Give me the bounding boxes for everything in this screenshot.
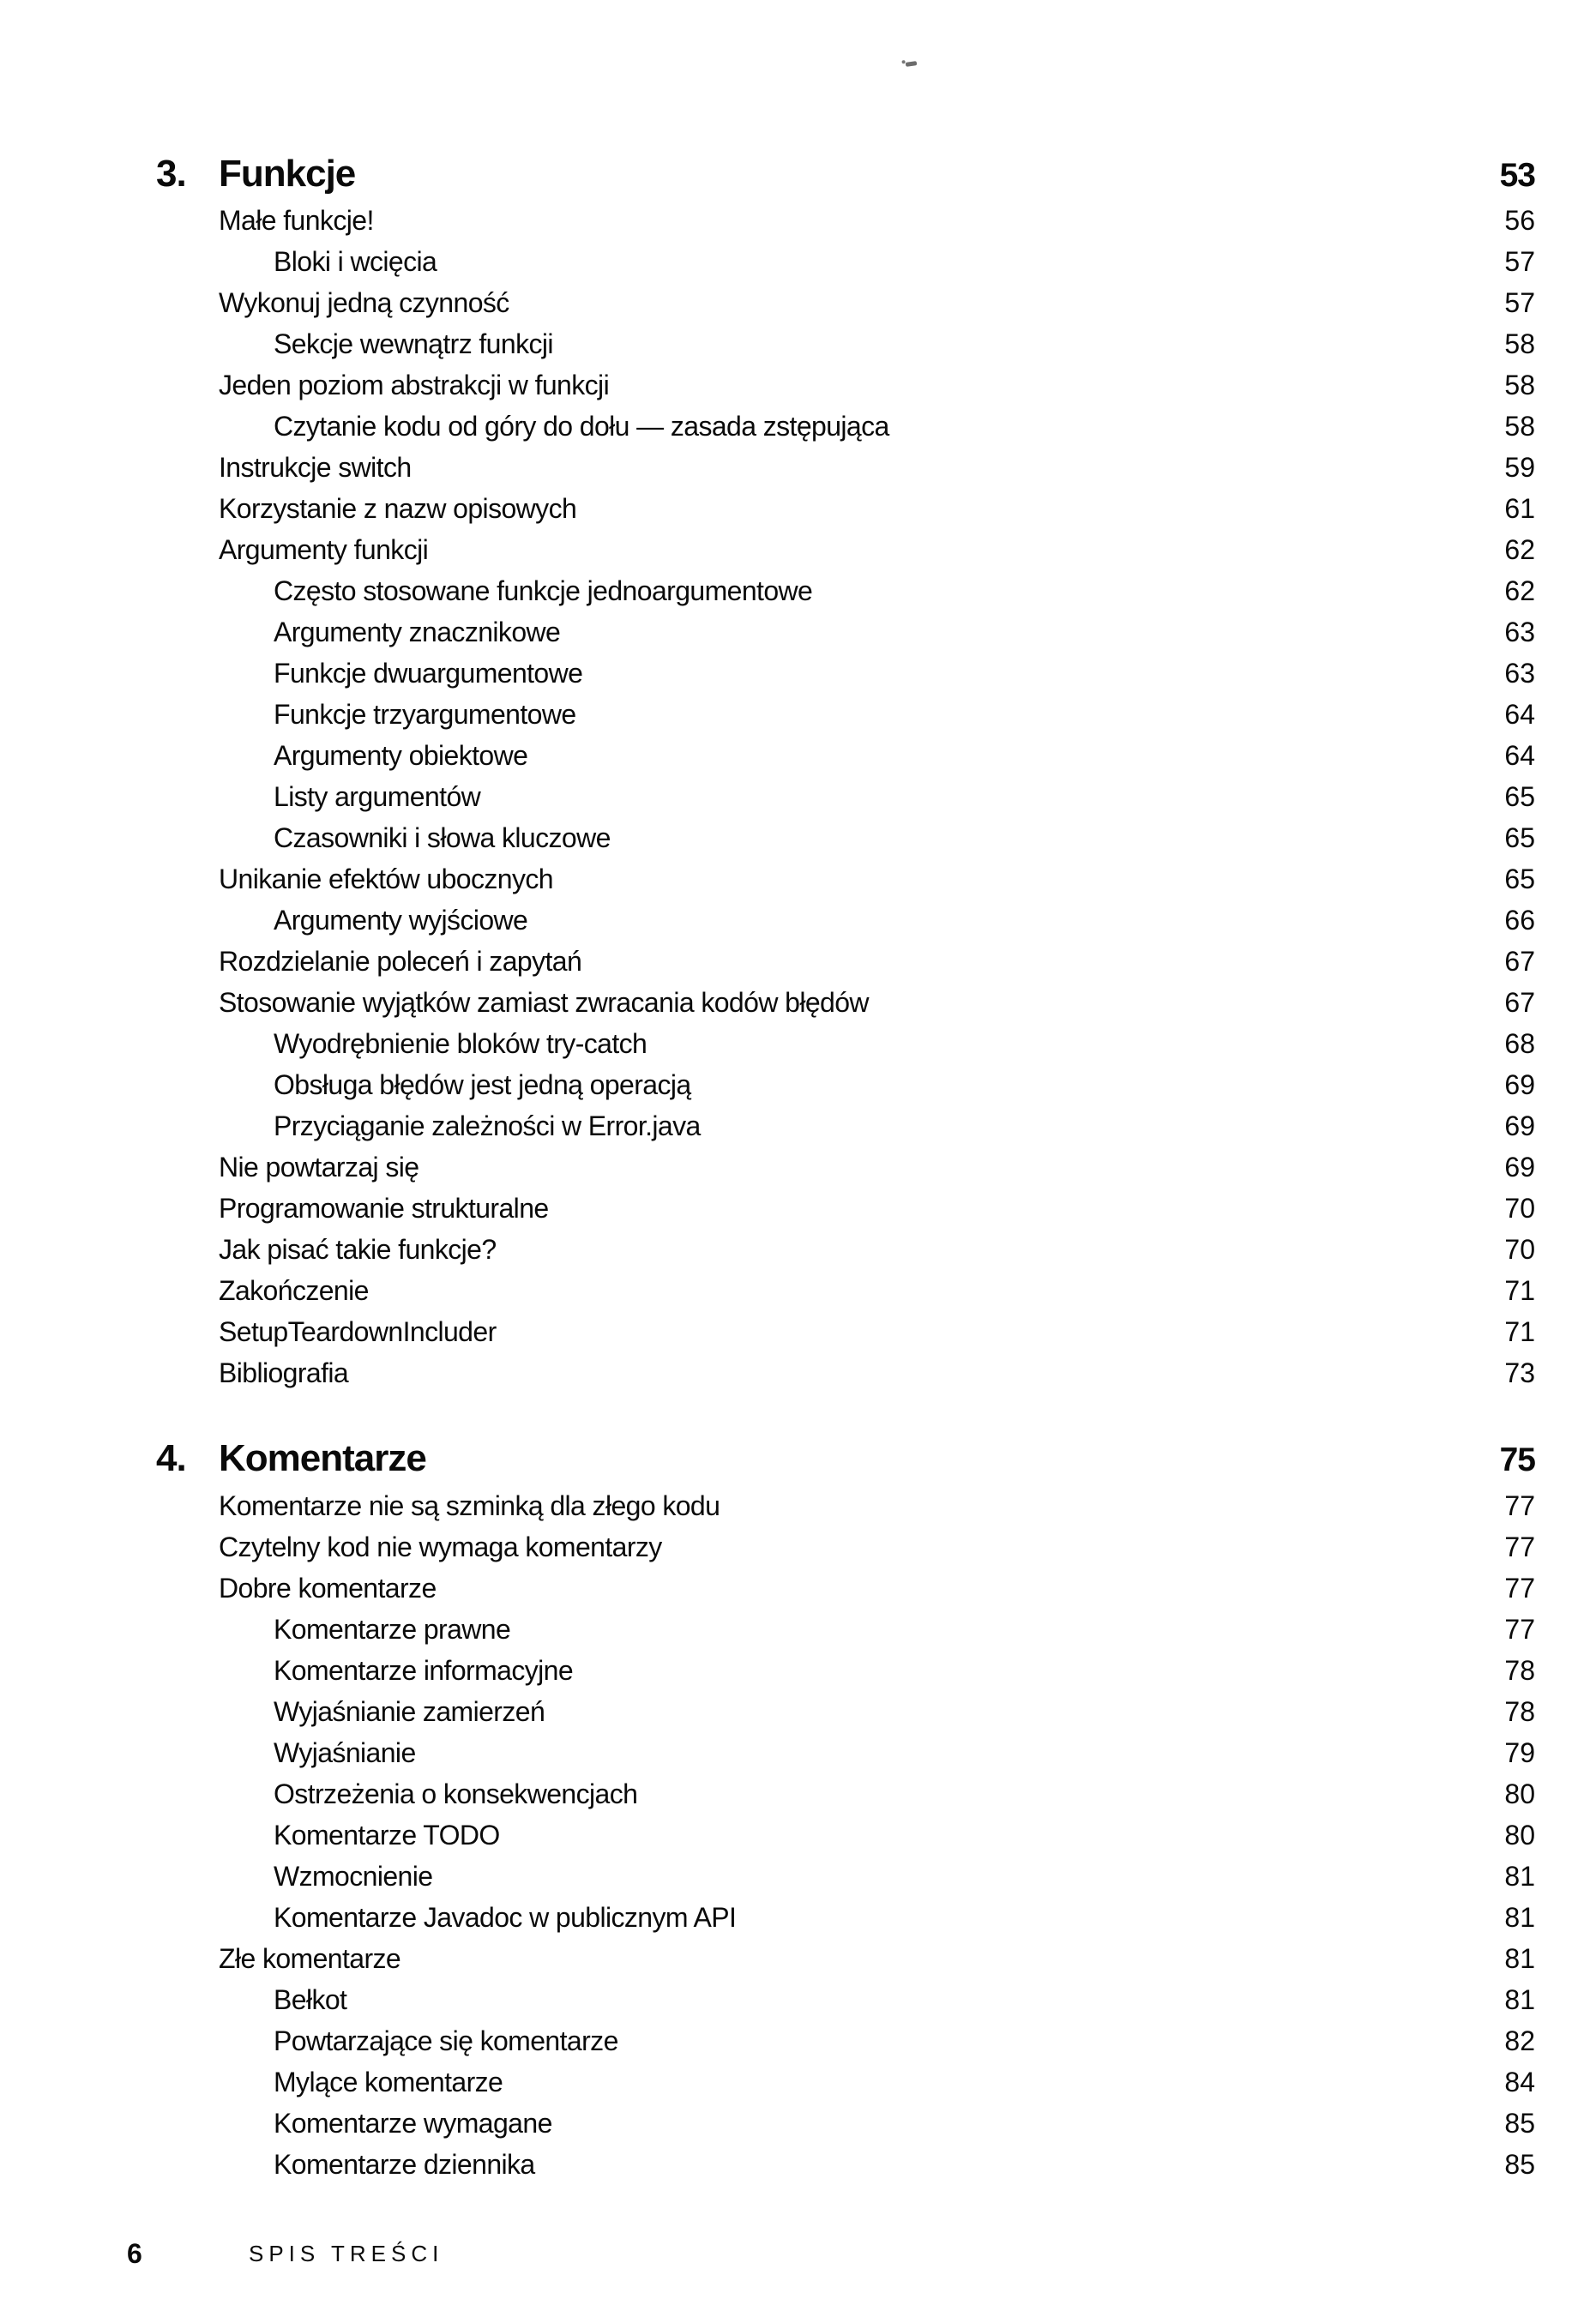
toc-entry-title: Jeden poziom abstrakcji w funkcji xyxy=(219,370,610,400)
toc-entry xyxy=(219,2020,1535,2061)
toc-entry-page-number: 71 xyxy=(1504,1275,1535,1306)
toc-entry-title: Argumenty funkcji xyxy=(219,534,429,565)
toc-entry xyxy=(219,1897,1535,1938)
toc-entry-title: SetupTeardownIncluder xyxy=(219,1316,497,1347)
toc-entry-page-number: 67 xyxy=(1504,987,1535,1018)
chapter-page-number: 53 xyxy=(1499,157,1535,194)
toc-entry-page-number: 81 xyxy=(1504,1984,1535,2015)
toc-entry xyxy=(219,1938,1535,1979)
toc-entry-title: Bibliografia xyxy=(219,1357,349,1388)
toc-entry-title: Małe funkcje! xyxy=(219,205,374,236)
toc-entry-page-number: 57 xyxy=(1504,287,1535,318)
toc-entry-page-number: 58 xyxy=(1504,411,1535,442)
toc-entry-page-number: 62 xyxy=(1504,575,1535,606)
toc-entry-title: Instrukcje switch xyxy=(219,452,412,483)
chapter-heading-4 xyxy=(156,1435,1535,1482)
toc-entry xyxy=(219,406,1535,447)
toc-entry-title: Komentarze informacyjne xyxy=(274,1655,574,1686)
toc-entry xyxy=(219,1979,1535,2020)
toc-entry-page-number: 81 xyxy=(1504,1861,1535,1892)
toc-entry-title: Komentarze dziennika xyxy=(274,2149,535,2180)
toc-entry-title: Wyodrębnienie bloków try-catch xyxy=(274,1028,647,1059)
chapter-page-number: 75 xyxy=(1499,1441,1535,1478)
toc-entry xyxy=(219,488,1535,529)
toc-entry-page-number: 82 xyxy=(1504,2025,1535,2056)
toc-entry-page-number: 70 xyxy=(1504,1234,1535,1265)
toc-entry-page-number: 77 xyxy=(1504,1614,1535,1645)
toc-entry-title: Sekcje wewnątrz funkcji xyxy=(274,328,553,359)
toc-entry-page-number: 61 xyxy=(1504,493,1535,524)
toc-entry-title: Dobre komentarze xyxy=(219,1573,437,1604)
toc-entry xyxy=(219,447,1535,488)
toc-entry-title: Bloki i wcięcia xyxy=(274,246,437,277)
toc-entry-title: Zakończenie xyxy=(219,1275,369,1306)
toc-entry-title: Ostrzeżenia o konsekwencjach xyxy=(274,1778,638,1809)
toc-entry xyxy=(219,2103,1535,2144)
toc-entry xyxy=(219,1856,1535,1897)
toc-entry-title: Komentarze prawne xyxy=(274,1614,511,1645)
toc-entry-page-number: 69 xyxy=(1504,1069,1535,1100)
toc-entry xyxy=(219,735,1535,776)
toc-entry xyxy=(219,200,1535,241)
toc-entry xyxy=(219,1691,1535,1732)
toc-entry xyxy=(219,653,1535,694)
footer-page-number: 6 xyxy=(127,2238,142,2269)
toc-entry xyxy=(219,1352,1535,1393)
chapter-number: 4. xyxy=(156,1437,186,1479)
toc-entry xyxy=(219,1229,1535,1270)
toc-entry-page-number: 58 xyxy=(1504,370,1535,400)
toc-entry-title: Argumenty znacznikowe xyxy=(274,617,561,647)
toc-entry-title: Komentarze wymagane xyxy=(274,2108,552,2139)
toc-entry xyxy=(219,1270,1535,1311)
toc-entry-page-number: 63 xyxy=(1504,658,1535,689)
toc-entry xyxy=(219,1311,1535,1352)
toc-entry-title: Komentarze nie są szminką dla złego kodu xyxy=(219,1490,720,1521)
toc-entry-page-number: 69 xyxy=(1504,1110,1535,1141)
chapter-title: Komentarze xyxy=(219,1437,426,1479)
chapter-number: 3. xyxy=(156,153,186,195)
toc-entry-title: Czytelny kod nie wymaga komentarzy xyxy=(219,1532,662,1562)
toc-entry-title: Argumenty obiektowe xyxy=(274,740,528,771)
toc-entry-page-number: 73 xyxy=(1504,1357,1535,1388)
toc-entry-title: Komentarze TODO xyxy=(274,1820,500,1851)
toc-entry-title: Wyjaśnianie zamierzeń xyxy=(274,1696,545,1727)
scan-artifact-mark xyxy=(906,61,918,67)
toc-entry-page-number: 68 xyxy=(1504,1028,1535,1059)
toc-entry-page-number: 69 xyxy=(1504,1152,1535,1183)
toc-entry-title: Stosowanie wyjątków zamiast zwracania kodów błędów xyxy=(219,987,869,1018)
toc-entry xyxy=(219,941,1535,982)
toc-entry-page-number: 80 xyxy=(1504,1778,1535,1809)
toc-entry-title: Czasowniki i słowa kluczowe xyxy=(274,822,611,853)
chapter-entries-3 xyxy=(219,200,1535,1393)
toc-entry xyxy=(219,817,1535,858)
toc-entry-title: Wzmocnienie xyxy=(274,1861,433,1892)
toc-entry-page-number: 56 xyxy=(1504,205,1535,236)
toc-entry xyxy=(219,570,1535,611)
toc-entry-page-number: 78 xyxy=(1504,1655,1535,1686)
chapter-heading-3 xyxy=(156,151,1535,197)
chapter-title: Funkcje xyxy=(219,153,356,195)
toc-entry-page-number: 71 xyxy=(1504,1316,1535,1347)
toc-entry xyxy=(219,1023,1535,1064)
toc-entry xyxy=(219,1105,1535,1146)
toc-entry-title: Programowanie strukturalne xyxy=(219,1193,549,1224)
toc-entry-page-number: 65 xyxy=(1504,864,1535,894)
toc-entry-page-number: 65 xyxy=(1504,822,1535,853)
toc-entry-page-number: 84 xyxy=(1504,2067,1535,2097)
page-footer xyxy=(0,2236,1596,2271)
toc-entry xyxy=(219,1485,1535,1526)
toc-entry xyxy=(219,776,1535,817)
toc-entry-title: Funkcje dwuargumentowe xyxy=(274,658,583,689)
toc-entry xyxy=(219,1650,1535,1691)
toc-entry-page-number: 77 xyxy=(1504,1532,1535,1562)
toc-entry-title: Wykonuj jedną czynność xyxy=(219,287,509,318)
toc-entry-page-number: 67 xyxy=(1504,946,1535,977)
toc-entry xyxy=(219,529,1535,570)
toc-entry xyxy=(219,1526,1535,1568)
toc-entry xyxy=(219,1814,1535,1856)
toc-entry xyxy=(219,1064,1535,1105)
toc-entry xyxy=(219,1146,1535,1188)
toc-entry xyxy=(219,611,1535,653)
toc-entry-page-number: 81 xyxy=(1504,1902,1535,1933)
toc-entry xyxy=(219,1732,1535,1773)
toc-entry xyxy=(219,1773,1535,1814)
toc-entry-page-number: 85 xyxy=(1504,2149,1535,2180)
toc-entry-page-number: 81 xyxy=(1504,1943,1535,1974)
footer-section-label: SPIS TREŚCI xyxy=(249,2241,444,2266)
toc-entry-page-number: 80 xyxy=(1504,1820,1535,1851)
toc-entry xyxy=(219,858,1535,900)
toc-entry xyxy=(219,900,1535,941)
toc-entry-page-number: 70 xyxy=(1504,1193,1535,1224)
toc-entry-page-number: 77 xyxy=(1504,1573,1535,1604)
toc-entry-page-number: 64 xyxy=(1504,699,1535,730)
toc-entry-title: Obsługa błędów jest jedną operacją xyxy=(274,1069,691,1100)
toc-entry-page-number: 57 xyxy=(1504,246,1535,277)
toc-entry xyxy=(219,2144,1535,2185)
toc-entry-title: Często stosowane funkcje jednoargumentowe xyxy=(274,575,813,606)
toc-entry-title: Powtarzające się komentarze xyxy=(274,2025,618,2056)
toc-entry-title: Komentarze Javadoc w publicznym API xyxy=(274,1902,737,1933)
toc-entry-title: Korzystanie z nazw opisowych xyxy=(219,493,577,524)
toc-entry-title: Rozdzielanie poleceń i zapytań xyxy=(219,946,582,977)
toc-entry-title: Mylące komentarze xyxy=(274,2067,503,2097)
toc-entry-page-number: 58 xyxy=(1504,328,1535,359)
toc-entry-page-number: 64 xyxy=(1504,740,1535,771)
toc-entry-page-number: 65 xyxy=(1504,781,1535,812)
toc-entry-title: Listy argumentów xyxy=(274,781,481,812)
toc-entry-title: Jak pisać takie funkcje? xyxy=(219,1234,497,1265)
toc-entry xyxy=(219,982,1535,1023)
toc-entry xyxy=(219,323,1535,364)
toc-entry-page-number: 85 xyxy=(1504,2108,1535,2139)
toc-entry-page-number: 59 xyxy=(1504,452,1535,483)
toc-entry-title: Wyjaśnianie xyxy=(274,1737,416,1768)
toc-entry-title: Bełkot xyxy=(274,1984,347,2015)
toc-entry-title: Przyciąganie zależności w Error.java xyxy=(274,1110,701,1141)
toc-entry xyxy=(219,1188,1535,1229)
toc-entry-page-number: 79 xyxy=(1504,1737,1535,1768)
toc-entry xyxy=(219,1568,1535,1609)
toc-entry-title: Złe komentarze xyxy=(219,1943,401,1974)
chapter-entries-4 xyxy=(219,1485,1535,2185)
toc-entry-page-number: 66 xyxy=(1504,905,1535,936)
toc-entry-page-number: 63 xyxy=(1504,617,1535,647)
toc-entry-title: Funkcje trzyargumentowe xyxy=(274,699,576,730)
toc-entry-title: Unikanie efektów ubocznych xyxy=(219,864,553,894)
toc-entry-title: Argumenty wyjściowe xyxy=(274,905,528,936)
toc-entry-page-number: 62 xyxy=(1504,534,1535,565)
toc-entry-page-number: 77 xyxy=(1504,1490,1535,1521)
toc-entry-page-number: 78 xyxy=(1504,1696,1535,1727)
toc-entry xyxy=(219,241,1535,282)
toc-entry xyxy=(219,2061,1535,2103)
toc-entry xyxy=(219,694,1535,735)
toc-entry xyxy=(219,364,1535,406)
toc-entry xyxy=(219,282,1535,323)
toc-entry-title: Czytanie kodu od góry do dołu — zasada zstępująca xyxy=(274,411,889,442)
toc-entry-title: Nie powtarzaj się xyxy=(219,1152,419,1183)
toc-entry xyxy=(219,1609,1535,1650)
